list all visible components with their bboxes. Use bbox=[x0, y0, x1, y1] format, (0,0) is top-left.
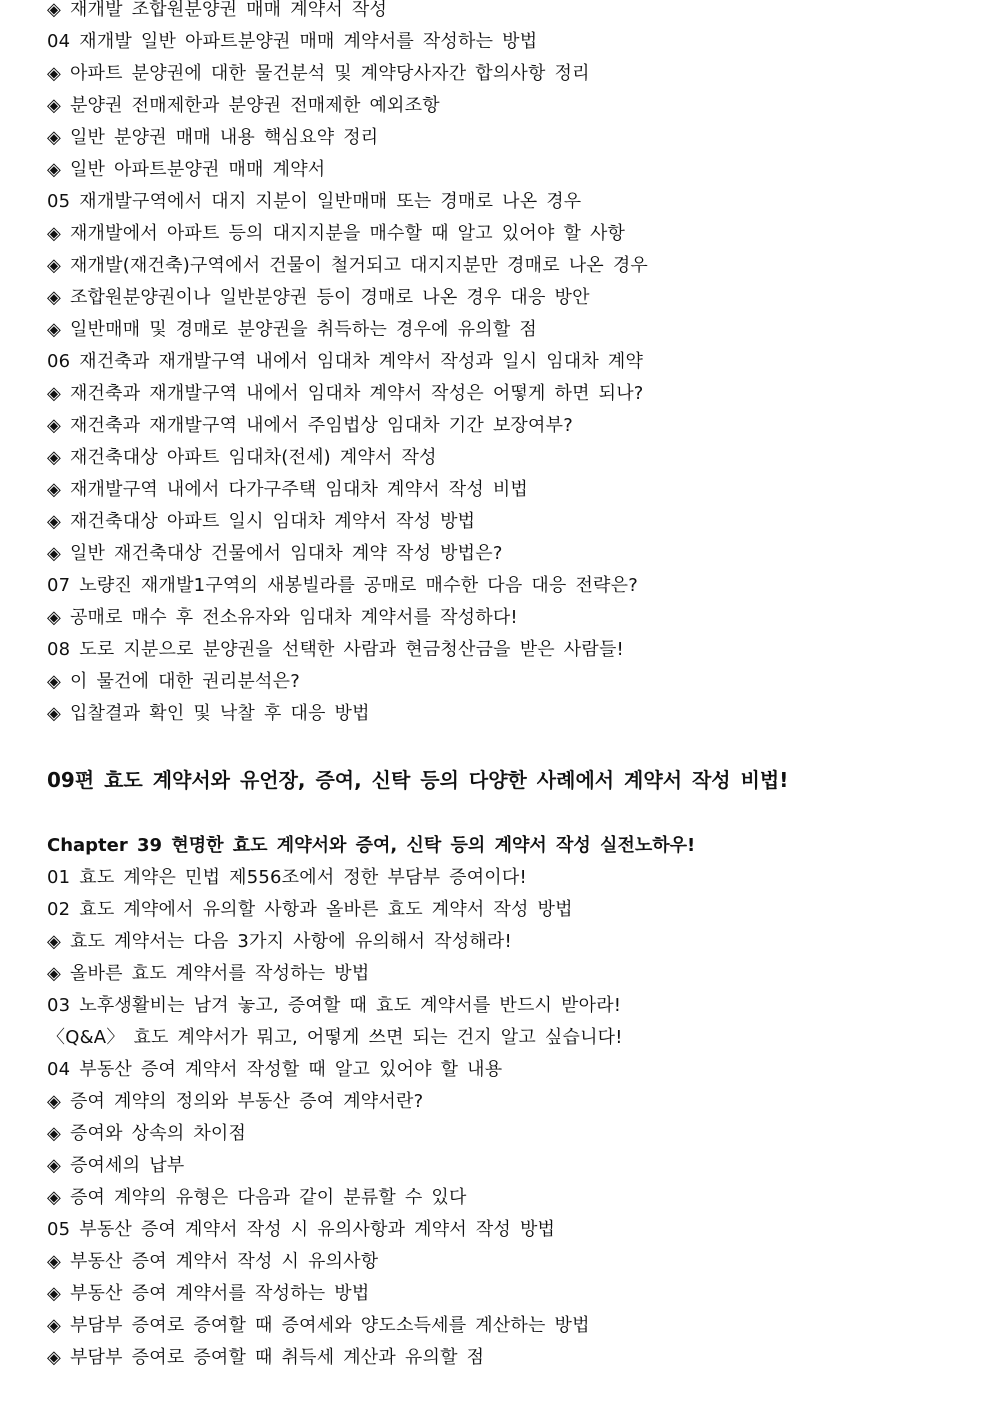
toc-line: ◈ 재개발 조합원분양권 매매 계약서 작성 bbox=[47, 0, 388, 20]
toc-line: ◈ 재건축대상 아파트 임대차(전세) 계약서 작성 bbox=[47, 447, 437, 468]
toc-line: ◈ 재개발에서 아파트 등의 대지지분을 매수할 때 알고 있어야 할 사항 bbox=[47, 223, 626, 244]
toc-line: ◈ 재건축과 재개발구역 내에서 임대차 계약서 작성은 어떻게 하면 되나? bbox=[47, 383, 644, 404]
toc-line: ◈ 재개발구역 내에서 다가구주택 임대차 계약서 작성 비법 bbox=[47, 479, 529, 500]
toc-line: ◈ 재개발(재건축)구역에서 건물이 철거되고 대지지분만 경매로 나온 경우 bbox=[47, 255, 648, 276]
toc-line: ◈ 부동산 증여 계약서 작성 시 유의사항 bbox=[47, 1251, 379, 1272]
toc-line: 07 노량진 재개발1구역의 새봉빌라를 공매로 매수한 다음 대응 전략은? bbox=[47, 575, 638, 596]
toc-line: ◈ 부담부 증여로 증여할 때 취득세 계산과 유의할 점 bbox=[47, 1347, 485, 1368]
toc-line: 02 효도 계약에서 유의할 사항과 올바른 효도 계약서 작성 방법 bbox=[47, 899, 573, 920]
toc-line: 05 부동산 증여 계약서 작성 시 유의사항과 계약서 작성 방법 bbox=[47, 1219, 556, 1240]
toc-line: 05 재개발구역에서 대지 지분이 일반매매 또는 경매로 나온 경우 bbox=[47, 191, 582, 212]
toc-line: 〈Q&A〉 효도 계약서가 뭐고, 어떻게 쓰면 되는 건지 알고 싶습니다! bbox=[47, 1027, 623, 1048]
toc-line: ◈ 부담부 증여로 증여할 때 증여세와 양도소득세를 계산하는 방법 bbox=[47, 1315, 590, 1336]
toc-line: ◈ 부동산 증여 계약서를 작성하는 방법 bbox=[47, 1283, 370, 1304]
toc-line: ◈ 올바른 효도 계약서를 작성하는 방법 bbox=[47, 963, 370, 984]
toc-line: 04 부동산 증여 계약서 작성할 때 알고 있어야 할 내용 bbox=[47, 1059, 503, 1080]
toc-line: ◈ 증여세의 납부 bbox=[47, 1155, 185, 1176]
toc-line: ◈ 증여 계약의 유형은 다음과 같이 분류할 수 있다 bbox=[47, 1187, 467, 1208]
toc-line: ◈ 증여와 상속의 차이점 bbox=[47, 1123, 247, 1144]
toc-line: ◈ 입찰결과 확인 및 낙찰 후 대응 방법 bbox=[47, 703, 370, 724]
toc-line: ◈ 이 물건에 대한 권리분석은? bbox=[47, 671, 300, 692]
toc-line: ◈ 일반 아파트분양권 매매 계약서 bbox=[47, 159, 326, 180]
toc-line: ◈ 일반 재건축대상 건물에서 임대차 계약 작성 방법은? bbox=[47, 543, 503, 564]
toc-line: ◈ 증여 계약의 정의와 부동산 증여 계약서란? bbox=[47, 1091, 424, 1112]
toc-line: ◈ 분양권 전매제한과 분양권 전매제한 예외조항 bbox=[47, 95, 440, 116]
toc-line: 08 도로 지분으로 분양권을 선택한 사람과 현금청산금을 받은 사람들! bbox=[47, 639, 624, 660]
toc-line: 06 재건축과 재개발구역 내에서 임대차 계약서 작성과 일시 임대차 계약 bbox=[47, 351, 644, 372]
toc-line: ◈ 공매로 매수 후 전소유자와 임대차 계약서를 작성하다! bbox=[47, 607, 518, 628]
toc-line: ◈ 효도 계약서는 다음 3가지 사항에 유의해서 작성해라! bbox=[47, 931, 512, 952]
toc-line: ◈ 일반 분양권 매매 내용 핵심요약 정리 bbox=[47, 127, 379, 148]
toc-line: ◈ 조합원분양권이나 일반분양권 등이 경매로 나온 경우 대응 방안 bbox=[47, 287, 590, 308]
part-heading: 09편 효도 계약서와 유언장, 증여, 신탁 등의 다양한 사례에서 계약서 작성 비법! bbox=[47, 768, 789, 792]
toc-line: ◈ 재건축대상 아파트 일시 임대차 계약서 작성 방법 bbox=[47, 511, 476, 532]
toc-line: ◈ 재건축과 재개발구역 내에서 주임법상 임대차 기간 보장여부? bbox=[47, 415, 573, 436]
toc-line: 04 재개발 일반 아파트분양권 매매 계약서를 작성하는 방법 bbox=[47, 31, 538, 52]
toc-line: 03 노후생활비는 남겨 놓고, 증여할 때 효도 계약서를 반드시 받아라! bbox=[47, 995, 622, 1016]
toc-line: 01 효도 계약은 민법 제556조에서 정한 부담부 증여이다! bbox=[47, 867, 527, 888]
toc-line: ◈ 일반매매 및 경매로 분양권을 취득하는 경우에 유의할 점 bbox=[47, 319, 537, 340]
toc-line: ◈ 아파트 분양권에 대한 물건분석 및 계약당사자간 합의사항 정리 bbox=[47, 63, 590, 84]
chapter-heading: Chapter 39 현명한 효도 계약서와 증여, 신탁 등의 계약서 작성 실전노하우! bbox=[47, 835, 696, 856]
